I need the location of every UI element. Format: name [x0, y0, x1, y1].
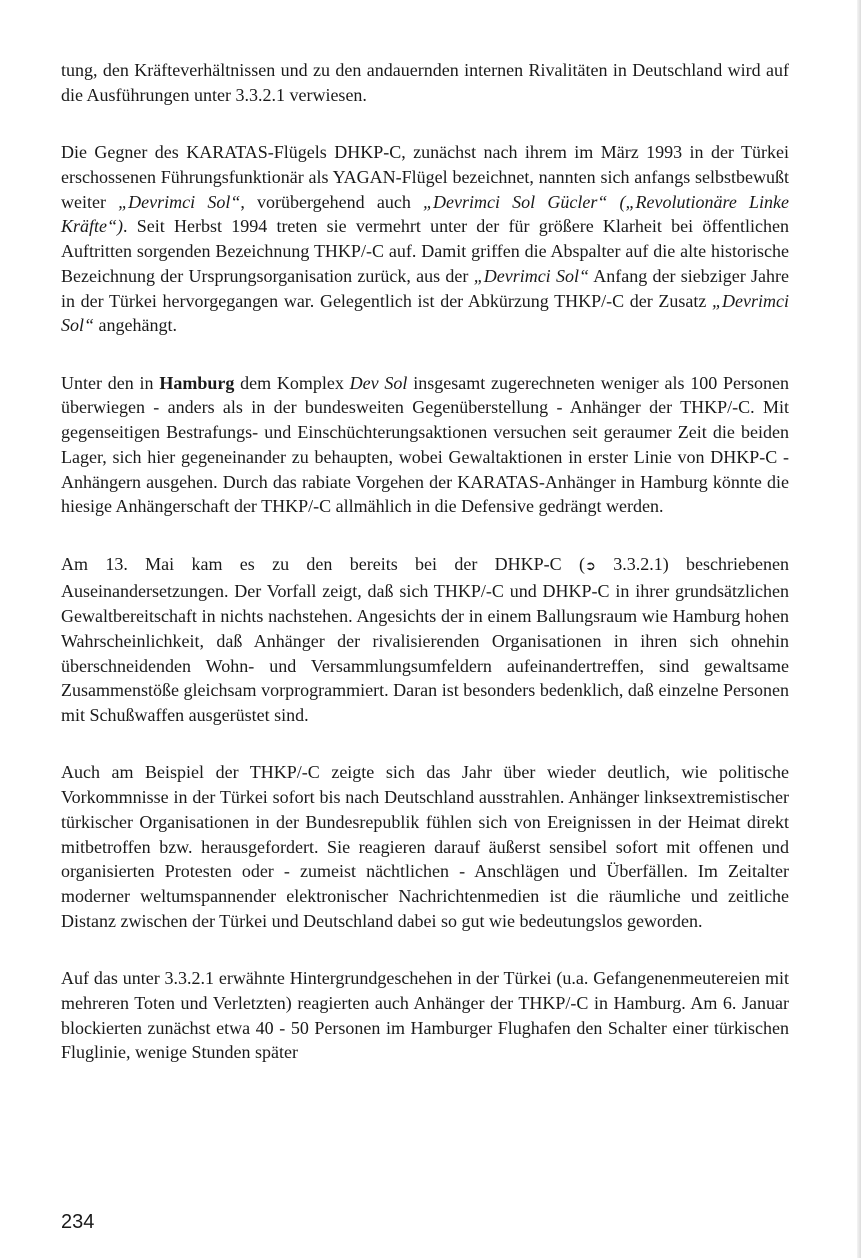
text-segment: angehängt.	[94, 315, 177, 336]
text-segment: Anfang der siebziger Jahre in der Türkei hervorgegangen war. Gelegentlich ist der Abkürzung THKP/-C der Zusatz	[61, 265, 789, 311]
text-segment: Unter den in	[61, 372, 160, 393]
text-segment: Auf das unter 3.3.2.1 erwähnte Hintergrundgeschehen in der Türkei (u.a. Gefangenenmeutereien mit mehreren Toten und Verletzten) reagierten auch Anhänger der THKP/-C in Hamburg. Am 6. Januar blockierten zunächst etwa 40 - 50 Personen im Hamburger Flughafen den Schalter einer türkischen Fluglinie, wenige Stunden später	[61, 968, 789, 1063]
text-segment: Auch am Beispiel der THKP/-C zeigte sich das Jahr über wieder deutlich, wie politische Vorkommnisse in der Türkei sofort bis nach Deutschland ausstrahlen. Anhänger linksextremistischer türkischer Organisationen in der Bundesrepublik fühlen sich von Ereignissen in der Heimat direkt mitbetroffen bzw. herausgefordert. Sie reagieren darauf äußerst sensibel sofort mit offenen und organisierten Protesten oder - zumeist nächtlichen - Anschlägen und Überfällen. Im Zeitalter moderner weltumspannender elektronischer Nachrichtenmedien ist die räumliche und zeitliche Distanz zwischen der Türkei und Deutschland dabei so gut wie bedeutungslos geworden.	[61, 762, 789, 931]
text-segment: 3.3.2.1) beschriebenen Auseinandersetzungen. Der Vorfall zeigt, daß sich THKP/-C und DHKP-C in ihrer grundsätzlichen Gewaltbereitschaft in nichts nachstehen. Angesichts der in einem Ballungsraum wie Hamburg hohen Wahrscheinlichkeit, daß Anhänger der rivalisierenden Organisationen in ihren sich ohnehin überschneidenden Wohn- und Versammlungsumfeldern aufeinandertreffen, sind gewaltsame Zusammenstöße gleichsam vorprogrammiert. Daran ist besonders bedenklich, daß einzelne Personen mit Schußwaffen ausgerüstet sind.	[61, 553, 789, 725]
text-segment: . Seit Herbst 1994 treten sie vermehrt unter der für größere Klarheit bei öffentlichen Auftritten sorgenden Bezeichnung THKP/-C auf. Damit griffen die Abspalter auf die alte historische Bezeichnung der Ursprungsorganisation zurück, aus der	[61, 216, 789, 286]
italic-text: „Devrimci Sol“	[118, 191, 241, 212]
italic-text: Dev Sol	[349, 372, 408, 393]
text-segment: tung, den Kräfteverhältnissen und zu den andauernden internen Rivalitäten in Deutschland wird auf die Ausführungen unter 3.3.2.1 verwiesen.	[61, 60, 789, 105]
page-edge-shadow	[857, 0, 861, 1258]
page-number: 234	[61, 1211, 95, 1233]
paragraph	[61, 552, 789, 728]
text-segment: Die Gegner des KARATAS-Flügels DHKP-C, zunächst nach ihrem im März 1993 in der Türkei erschossenen Führungsfunktionär als YAGAN-Flügel bezeichnet, nannten sich anfangs selbstbewußt weiter	[61, 142, 789, 212]
text-segment: dem Komplex	[234, 372, 350, 393]
italic-text: „Devrimci Sol“	[61, 290, 789, 336]
paragraph	[61, 966, 789, 1065]
paragraph	[61, 58, 789, 108]
cross-reference-arrow-icon: ➲	[584, 558, 596, 574]
paragraph	[61, 140, 789, 338]
italic-text: „Devrimci Sol Gücler“ („Revolutionäre Linke Kräfte“)	[61, 191, 789, 237]
document-page	[61, 58, 789, 1065]
italic-text: „Devrimci Sol“	[473, 265, 589, 286]
text-segment: insgesamt zugerechneten weniger als 100 Personen überwiegen - anders als in der bundesweiten Gegenüberstellung - Anhänger der THKP/-C. Mit gegenseitigen Bestrafungs- und Einschüchterungsaktionen versuchen seit geraumer Zeit die beiden Lager, sich hier gegeneinander zu behaupten, wobei Gewaltaktionen in erster Linie von DHKP-C - Anhängern ausgehen. Durch das rabiate Vorgehen der KARATAS-Anhänger in Hamburg könnte die hiesige Anhängerschaft der THKP/-C allmählich in die Defensive gedrängt werden.	[61, 372, 789, 517]
paragraph	[61, 760, 789, 933]
text-segment: Am 13. Mai kam es zu den bereits bei der DHKP-C (	[61, 553, 585, 574]
text-segment: , vorübergehend auch	[240, 191, 423, 212]
bold-text: Hamburg	[159, 372, 235, 393]
paragraph	[61, 371, 789, 520]
